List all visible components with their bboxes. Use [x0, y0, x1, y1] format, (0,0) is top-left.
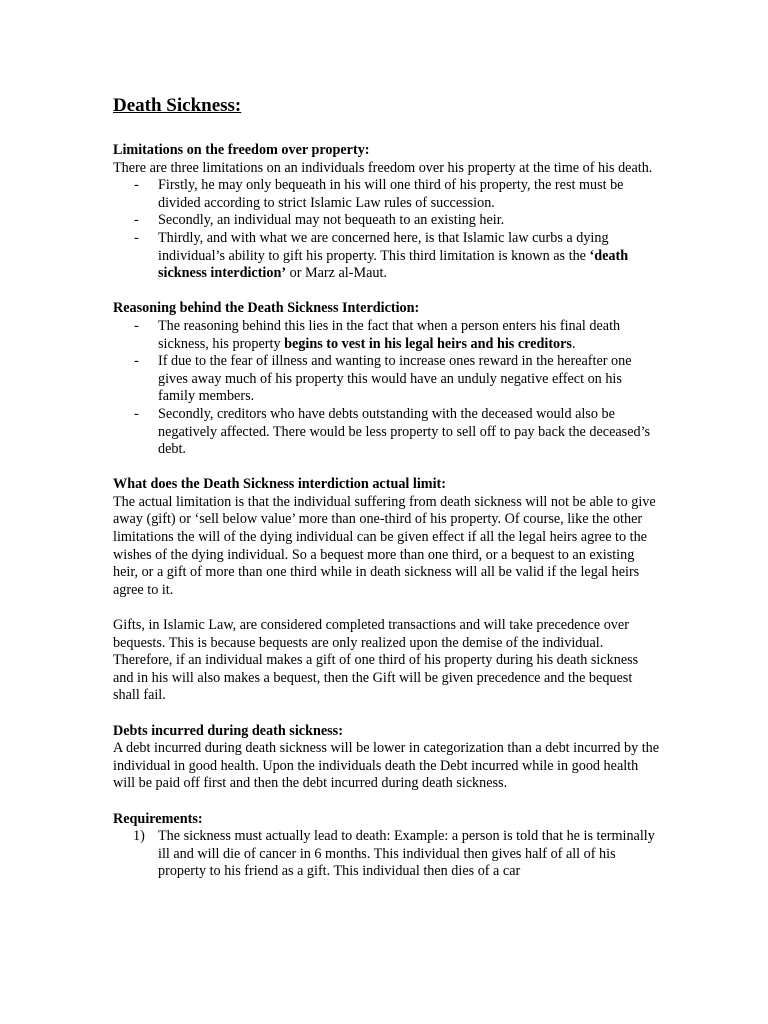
dash-bullet: -: [134, 405, 139, 422]
dash-bullet: -: [134, 229, 139, 246]
vesting-emphasis: begins to vest in his legal heirs and his creditors: [284, 335, 572, 352]
limitations-intro: There are three limitations on an individuals freedom over his property at the time of his death.: [113, 159, 653, 176]
list-item: - Firstly, he may only bequeath in his will one third of his property, the rest must be divided according to strict Islamic Law rules of succession.: [134, 177, 624, 211]
dash-bullet: -: [134, 317, 139, 334]
dash-bullet: -: [134, 177, 139, 194]
gifts-paragraph: Gifts, in Islamic Law, are considered completed transactions and will take precedence over bequests. This is because bequests are only realized upon the demise of the individual. Therefore, if an individual makes a gift of one third of his property during his death sickness and in his will also makes a bequest, then the Gift will be given precedence and the bequest shall fail.: [113, 617, 639, 704]
section-heading-debts: Debts incurred during death sickness:: [113, 722, 343, 739]
death-sickness-interdiction-term: ‘death sickness interdiction’: [158, 247, 629, 282]
page-title: Death Sickness:: [113, 95, 242, 116]
list-number: 1): [133, 828, 145, 845]
debts-paragraph: A debt incurred during death sickness will be lower in categorization than a debt incurred by the individual in good health. Upon the individuals death the Debt incurred while in good health will be paid off first and then the debt incurred during death sickness.: [113, 740, 660, 792]
dash-bullet: -: [134, 212, 139, 229]
list-item: - Secondly, an individual may not bequeath to an existing heir.: [134, 212, 505, 229]
list-item: 1) The sickness must actually lead to death: Example: a person is told that he is terminally ill and will die of cancer in 6 months. This individual then gives half of all of his property to his friend as a gift. This individual then dies of a car: [133, 828, 655, 880]
list-item: - Secondly, creditors who have debts outstanding with the deceased would also be negatively affected. There would be less property to sell off to pay back the deceased’s debt.: [134, 405, 651, 458]
section-heading-requirements: Requirements:: [113, 810, 203, 827]
limitations-list: [113, 177, 660, 283]
section-heading-reasoning: Reasoning behind the Death Sickness Interdiction:: [113, 300, 420, 317]
actual-limit-paragraph: The actual limitation is that the individual suffering from death sickness will not be able to give away (gift) or ‘sell below value’ more than one-third of his property. Of course, like the other limitations the will of the dying individual can be given effect if all the legal heirs agree to the wishes of the dying individual. So a bequest more than one third, or a bequest to an existing heir, or a gift of more than one third while in death sickness will all be valid if the legal heirs agree to it.: [113, 493, 656, 598]
reasoning-list: [113, 318, 660, 459]
list-item: - Thirdly, and with what we are concerned here, is that Islamic law curbs a dying individual’s ability to gift his property. This third limitation is known as the ‘death sickness interdiction’ or Marz al-Maut.: [134, 229, 629, 282]
requirements-list: [113, 828, 660, 881]
document-body: [113, 94, 660, 881]
dash-bullet: -: [134, 353, 139, 370]
list-item: - The reasoning behind this lies in the fact that when a person enters his final death sickness, his property begins to vest in his legal heirs and his creditors.: [134, 317, 621, 352]
list-item: - If due to the fear of illness and wanting to increase ones reward in the hereafter one gives away much of his property this would have an unduly negative effect on his family members.: [134, 353, 632, 405]
section-heading-limitations: Limitations on the freedom over property:: [113, 142, 370, 158]
section-heading-actual-limit: What does the Death Sickness interdiction actual limit:: [113, 476, 447, 493]
